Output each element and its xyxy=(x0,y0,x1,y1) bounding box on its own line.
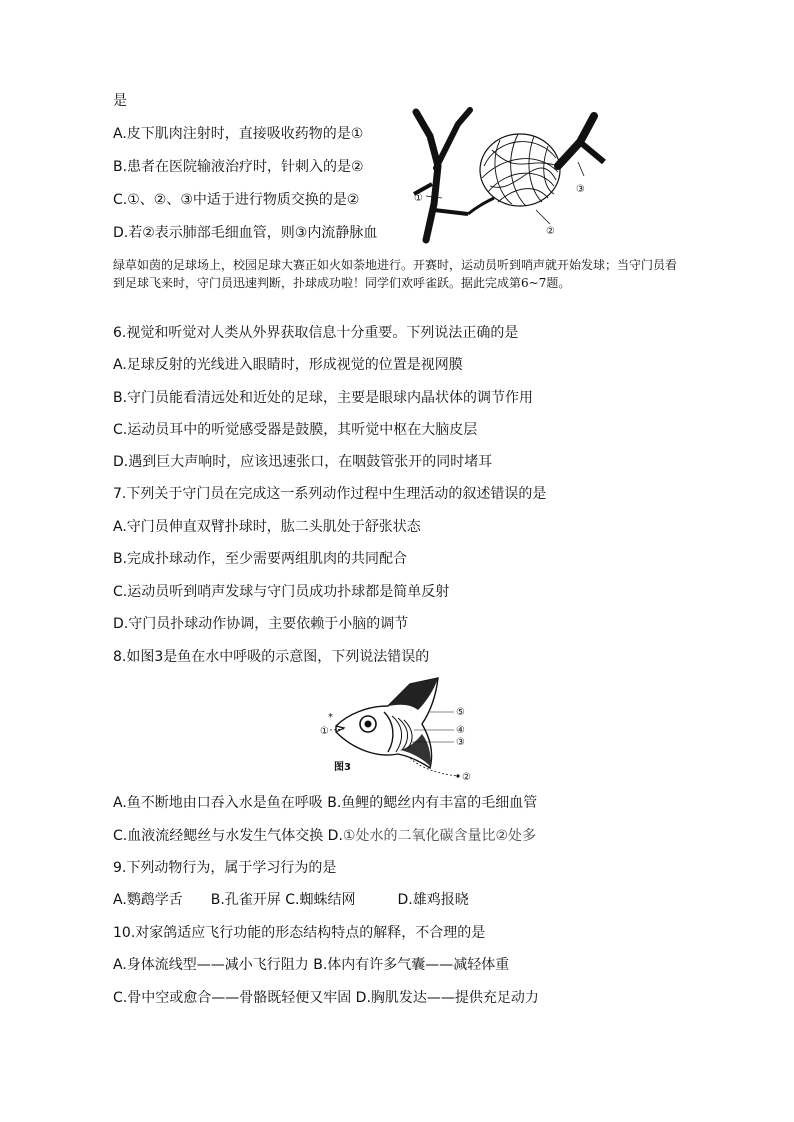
blood-vessel-figure xyxy=(408,106,608,246)
vessel-label-1: ① xyxy=(414,193,423,204)
q5-option-d: D.若②表示肺部毛细血管，则③内流静脉血 xyxy=(113,225,378,241)
q6-stem: 6.视觉和听觉对人类从外界获取信息十分重要。下列说法正确的是 xyxy=(113,325,519,341)
fish-label-2: ② xyxy=(462,772,471,783)
vessel-label-2: ② xyxy=(546,226,555,237)
q7-stem: 7.下列关于守门员在完成这一系列动作过程中生理活动的叙述错误的是 xyxy=(113,486,547,502)
fish-label-5: ⑤ xyxy=(456,707,465,718)
q10-options-row1: A.身体流线型——减小飞行阻力 B.体内有许多气囊——减轻体重 xyxy=(113,957,510,973)
q5-option-a: A.皮下肌肉注射时，直接吸收药物的是① xyxy=(113,126,364,142)
fish-label-1: ① xyxy=(320,726,329,737)
q6-option-b: B.守门员能看清远处和近处的足球，主要是眼球内晶状体的调节作用 xyxy=(113,390,534,406)
q8-options-row1: A.鱼不断地由口吞入水是鱼在呼吸 B.鱼鲤的鳃丝内有丰富的毛细血管 xyxy=(113,795,538,811)
fish-label-3: ③ xyxy=(456,737,465,748)
q9-stem: 9.下列动物行为，属于学习行为的是 xyxy=(113,860,337,876)
q7-option-a: A.守门员伸直双臂扑球时，肱二头肌处于舒张状态 xyxy=(113,519,421,535)
q7-option-d: D.守门员扑球动作协调，主要依赖于小脑的调节 xyxy=(113,616,409,632)
q5-stem-tail: 是 xyxy=(113,93,127,109)
q5-option-b: B.患者在医院输液治疗时，针刺入的是② xyxy=(113,159,364,175)
q8-options-row2-part2: ①处水的二氧化碳含量比②处多 xyxy=(342,828,537,844)
vessel-label-3: ③ xyxy=(576,184,585,195)
q8-options-row2 xyxy=(113,827,536,845)
figure-3-caption: 图3 xyxy=(334,762,351,773)
q8-stem: 8.如图3是鱼在水中呼吸的示意图，下列说法错误的 xyxy=(113,649,430,665)
fish-breathing-figure xyxy=(318,676,478,784)
fish-label-4: ④ xyxy=(456,725,465,736)
q10-options-row2: C.骨中空或愈合——骨骼既轻便又牢固 D.胸肌发达——提供充足动力 xyxy=(113,990,539,1006)
q7-option-b: B.完成扑球动作，至少需要两组肌肉的共同配合 xyxy=(113,551,408,567)
q6-option-a: A.足球反射的光线进入眼睛时，形成视觉的位置是视网膜 xyxy=(113,357,463,373)
q7-option-c: C.运动员听到哨声发球与守门员成功扑球都是简单反射 xyxy=(113,584,450,600)
passage-text: 绿草如茵的足球场上，校园足球大赛正如火如荼地进行。开赛时，运动员听到哨声就开始发球；当守门员看到足球飞来时，守门员迅速判断，扑球成功啦！同学们欢呼雀跃。据此完成第6~7题。 xyxy=(113,258,678,290)
q5-option-c: C.①、②、③中适于进行物质交换的是② xyxy=(113,192,360,208)
q9-options: A.鹦鹉学舌 B.孔雀开屏 C.蜘蛛结网 D.雄鸡报晓 xyxy=(113,892,469,908)
q8-options-row2-part1: C.血液流经鳃丝与水发生气体交换 D. xyxy=(113,828,343,844)
q10-stem: 10.对家鸽适应飞行功能的形态结构特点的解释，不合理的是 xyxy=(113,925,486,941)
fish-star: * xyxy=(328,712,333,723)
q6-option-d: D.遇到巨大声响时，应该迅速张口，在咽鼓管张开的同时堵耳 xyxy=(113,454,493,470)
q6-option-c: C.运动员耳中的听觉感受器是鼓膜，其听觉中枢在大脑皮层 xyxy=(113,422,478,438)
